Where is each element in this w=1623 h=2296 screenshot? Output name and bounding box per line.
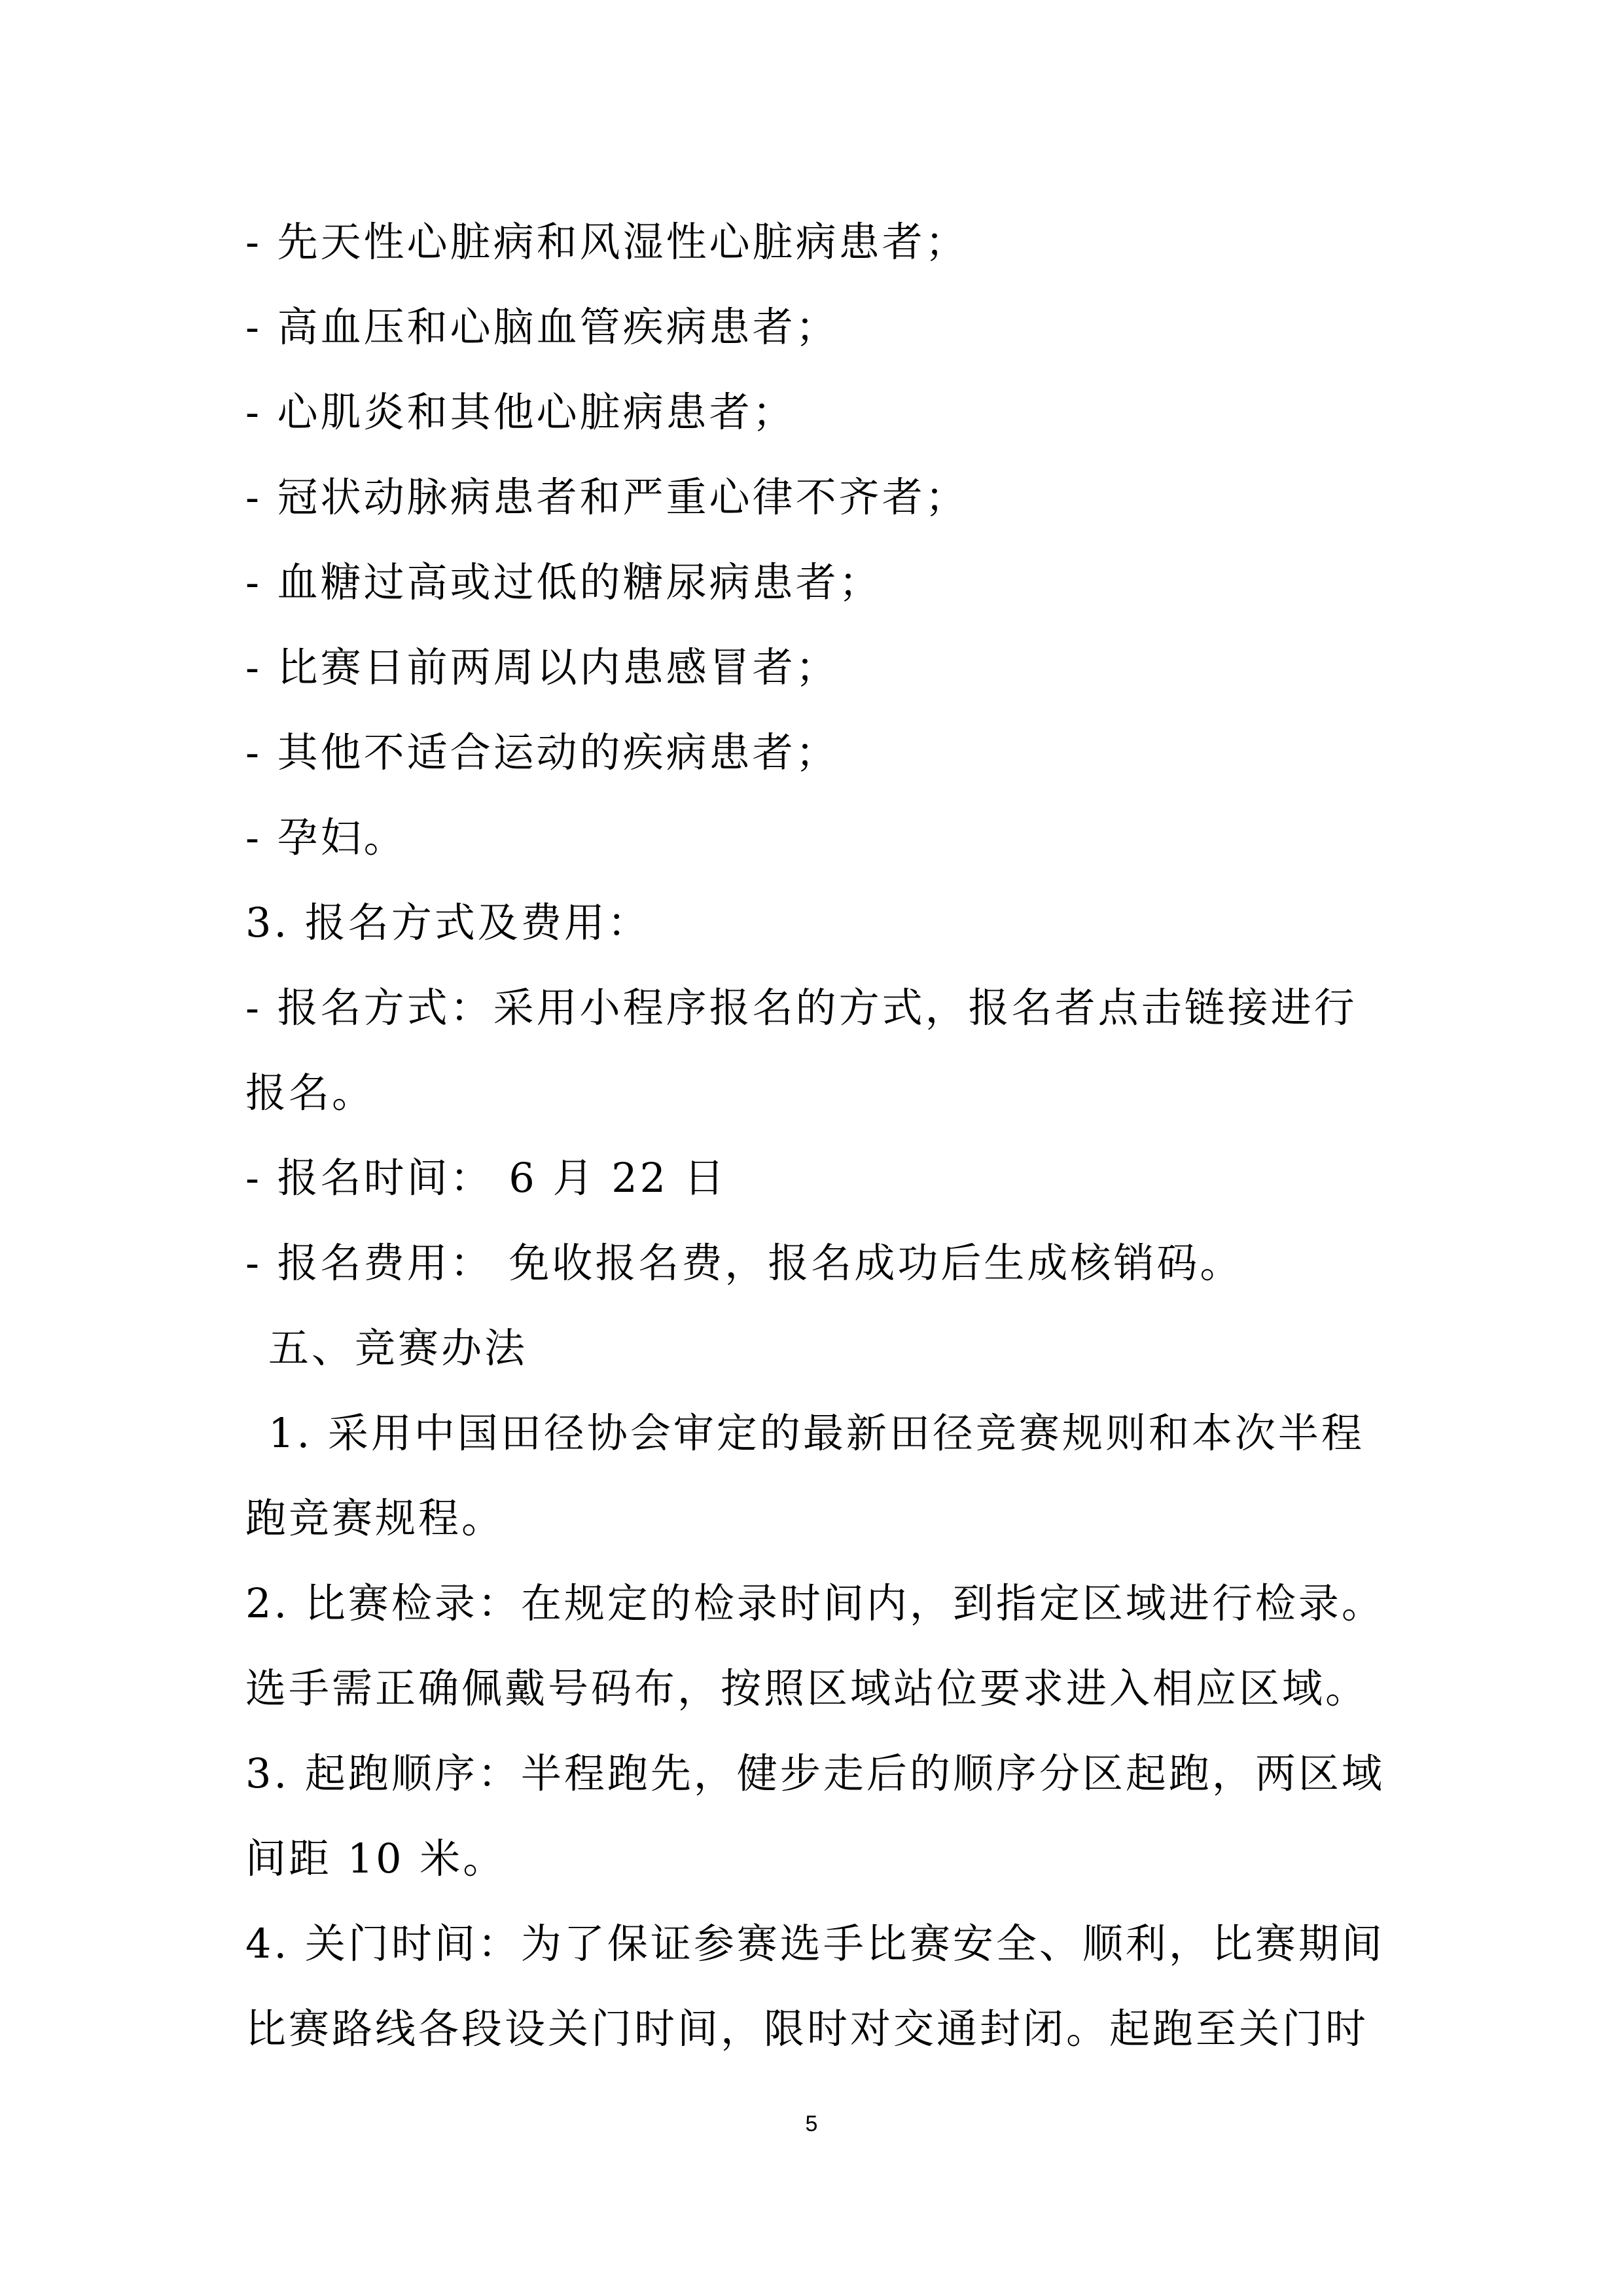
text-line-19: 3. 起跑顺序：半程跑先，健步走后的顺序分区起跑，两区域: [245, 1749, 1385, 1797]
page-number: 5: [805, 2111, 818, 2136]
text-line-5: - 血糖过高或过低的糖尿病患者；: [245, 558, 882, 606]
text-line-22: 比赛路线各段设关门时间，限时对交通封闭。起跑至关门时: [245, 2005, 1369, 2053]
text-line-20: 间距 10 米。: [245, 1835, 507, 1882]
text-line-15: 1. 采用中国田径协会审定的最新田径竞赛规则和本次半程: [268, 1409, 1364, 1457]
text-line-21: 4. 关门时间：为了保证参赛选手比赛安全、顺利，比赛期间: [245, 1920, 1385, 1967]
text-line-10: - 报名方式：采用小程序报名的方式，报名者点击链接进行: [245, 984, 1357, 1031]
text-line-7: - 其他不适合运动的疾病患者；: [245, 728, 839, 776]
text-line-1: - 先天性心脏病和风湿性心脏病患者；: [245, 218, 969, 266]
text-line-11: 报名。: [245, 1069, 376, 1117]
text-line-3: - 心肌炎和其他心脏病患者；: [245, 388, 796, 436]
text-line-2: - 高血压和心脑血管疾病患者；: [245, 303, 839, 351]
text-line-13: - 报名费用： 免收报名费，报名成功后生成核销码。: [245, 1239, 1243, 1287]
section-heading: 五、竞赛办法: [268, 1324, 528, 1372]
text-line-9: 3. 报名方式及费用：: [245, 899, 651, 946]
text-line-16: 跑竞赛规程。: [245, 1494, 505, 1542]
text-line-17: 2. 比赛检录：在规定的检录时间内，到指定区域进行检录。: [245, 1579, 1385, 1627]
text-line-8: - 孕妇。: [245, 814, 407, 861]
text-line-18: 选手需正确佩戴号码布，按照区域站位要求进入相应区域。: [245, 1664, 1369, 1712]
text-line-6: - 比赛日前两周以内患感冒者；: [245, 643, 839, 691]
text-line-12: - 报名时间： 6 月 22 日: [245, 1154, 727, 1202]
text-line-4: - 冠状动脉病患者和严重心律不齐者；: [245, 473, 969, 521]
